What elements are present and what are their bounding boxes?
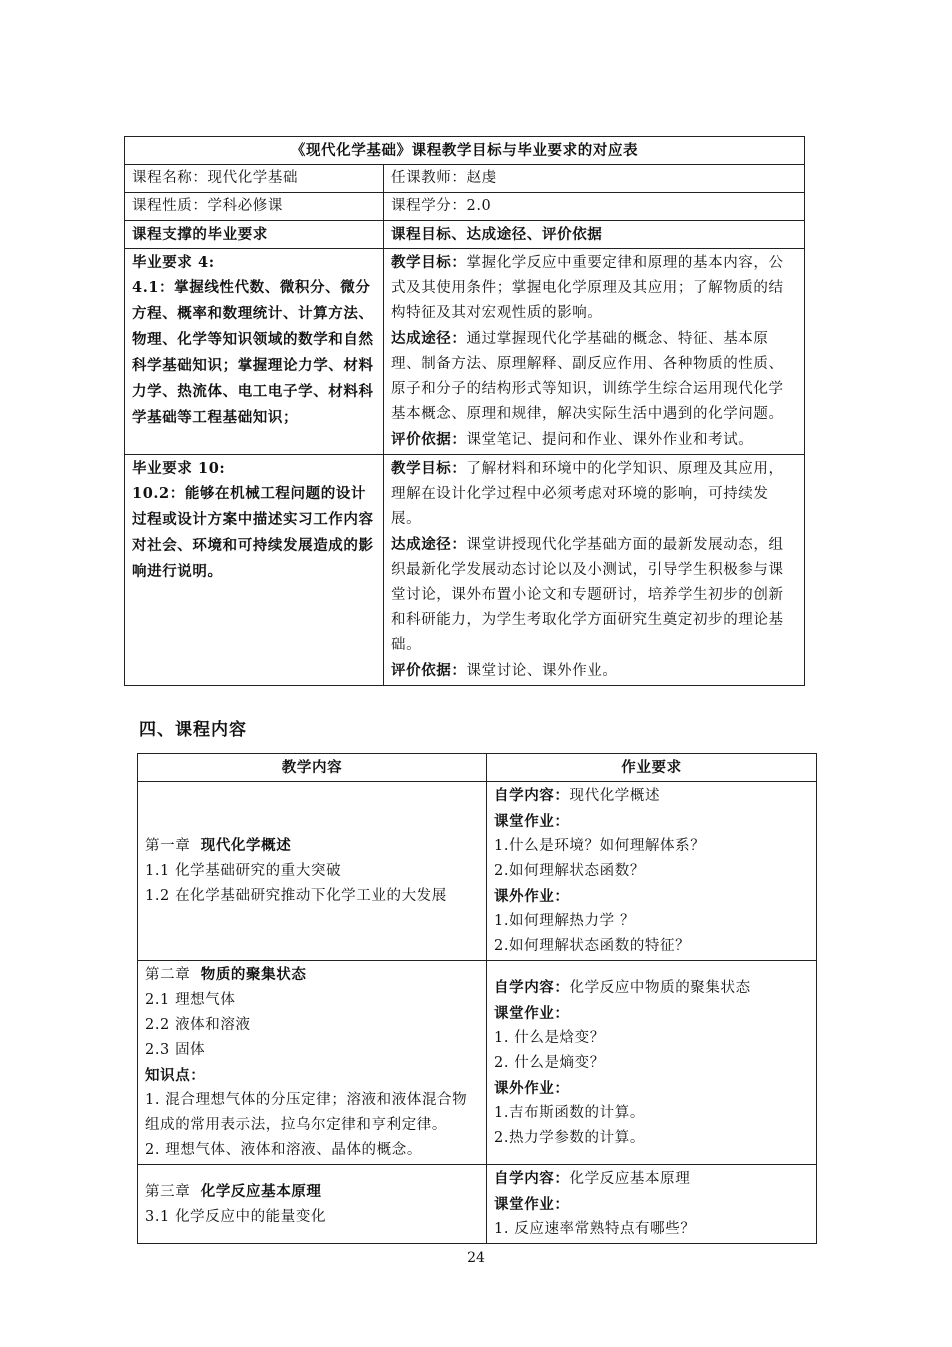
requirement-title: 毕业要求 10:: [132, 460, 226, 477]
chapter-heading: [145, 1179, 479, 1205]
requirement-cell: [125, 249, 384, 455]
col-header-requirements: 课程支撑的毕业要求: [125, 221, 384, 249]
objective-cell: [384, 455, 805, 686]
chapter-content-cell: [138, 961, 487, 1165]
requirement-body: 10.2：能够在机械工程问题的设计过程或设计方案中描述实习工作内容对社会、环境和可持续发展造成的影响进行说明。: [132, 485, 374, 580]
path-label: 达成途径：: [391, 330, 467, 347]
credits: 课程学分：2.0: [384, 193, 805, 221]
list-item: 2.3 固体: [145, 1042, 206, 1058]
col-header-homework: 作业要求: [487, 754, 817, 782]
list-item: 2.如何理解状态函数的特征？: [494, 938, 691, 954]
list-item: 1.什么是环境？如何理解体系？: [494, 838, 706, 854]
course-name: 课程名称：现代化学基础: [125, 165, 384, 193]
list-item: 2.如何理解状态函数？: [494, 863, 645, 879]
homework-cell: [487, 782, 817, 961]
self-study-label: 自学内容：: [494, 1170, 570, 1187]
self-study-text: 现代化学概述: [569, 788, 661, 804]
objectives-table: [124, 136, 805, 686]
table-row: [125, 455, 805, 686]
chapter-name: 化学反应基本原理: [200, 1182, 322, 1200]
chapter-heading: [145, 833, 479, 859]
eval-text: 课堂讨论、课外作业。: [466, 663, 618, 679]
list-item: 1. 反应速率常熟特点有哪些？: [494, 1221, 696, 1237]
table-row: [125, 249, 805, 455]
class-work-label: 课堂作业：: [494, 813, 570, 830]
self-study-text: 化学反应中物质的聚集状态: [569, 979, 751, 996]
objective-cell: [384, 249, 805, 455]
list-item: 2. 什么是熵变？: [494, 1054, 605, 1071]
list-item: 1.如何理解热力学 ？: [494, 913, 636, 929]
eval-text: 课堂笔记、提问和作业、课外作业和考试。: [466, 432, 754, 448]
self-study-label: 自学内容：: [494, 978, 570, 996]
chapter-content-cell: [138, 782, 487, 961]
path-text: 课堂讲授现代化学基础方面的最新发展动态，组织最新化学发展动态讨论以及小测试，引导学生积极参与课堂讨论，课外布置小论文和专题研讨，培养学生初步的创新和科研能力，为学生考取化学方面研究生奠定初步的理论基础。: [391, 537, 784, 653]
requirement-cell: [125, 455, 384, 686]
col-header-objectives: 课程目标、达成途径、评价依据: [384, 221, 805, 249]
list-item: 2.1 理想气体: [145, 992, 236, 1008]
goal-label: 教学目标：: [391, 254, 467, 271]
homework-cell: [487, 961, 817, 1165]
goal-label: 教学目标：: [391, 460, 467, 477]
list-item: 1.2 在化学基础研究推动下化学工业的大发展: [145, 888, 447, 904]
list-item: 2.热力学参数的计算。: [494, 1129, 645, 1146]
class-work-label: 课堂作业：: [494, 1196, 570, 1213]
chapter-content-cell: [138, 1165, 487, 1244]
chapter-prefix: 第一章: [145, 838, 191, 854]
teacher: 任课教师：赵虔: [384, 165, 805, 193]
list-item: 3.1 化学反应中的能量变化: [145, 1208, 327, 1225]
table-row: [138, 961, 817, 1165]
path-text: 通过掌握现代化学基础的概念、特征、基本原理、制备方法、原理解释、副反应作用、各种物质的性质、原子和分子的结构形式等知识，训练学生综合运用现代化学基本概念、原理和规律，解决实际生活中遇到的化学问题。: [391, 331, 784, 422]
goal-text: 了解材料和环境中的化学知识、原理及其应用，理解在设计化学过程中必须考虑对环境的影响，可持续发展。: [391, 461, 784, 527]
col-header-content: 教学内容: [138, 754, 487, 782]
list-item: 2. 理想气体、液体和溶液、晶体的概念。: [145, 1142, 422, 1158]
self-study-text: 化学反应基本原理: [569, 1171, 691, 1187]
section-title: 四、课程内容: [139, 720, 247, 740]
chapter-heading: [145, 962, 479, 988]
list-item: 1.吉布斯函数的计算。: [494, 1104, 645, 1121]
eval-label: 评价依据：: [391, 662, 467, 679]
homework-cell: [487, 1165, 817, 1244]
home-work-label: 课外作业：: [494, 888, 570, 905]
content-table: [137, 753, 817, 1244]
chapter-name: 现代化学概述: [200, 837, 292, 854]
chapter-name: 物质的聚集状态: [200, 966, 307, 983]
page-number: 24: [467, 1250, 485, 1266]
path-label: 达成途径：: [391, 536, 467, 553]
knowledge-points-label: 知识点：: [145, 1067, 206, 1084]
requirement-body: 4.1：掌握线性代数、微积分、微分方程、概率和数理统计、计算方法、物理、化学等知识领域的数学和自然科学基础知识；掌握理论力学、材料力学、热流体、电工电子学、材料科学基础等工程基础知识；: [132, 279, 374, 426]
self-study-label: 自学内容：: [494, 787, 570, 804]
list-item: 2.2 液体和溶液: [145, 1017, 251, 1033]
eval-label: 评价依据：: [391, 431, 467, 448]
table-row: [138, 1165, 817, 1244]
chapter-prefix: 第二章: [145, 967, 191, 983]
list-item: 1. 什么是焓变？: [494, 1029, 605, 1046]
list-item: 1. 混合理想气体的分压定律；溶液和液体混合物组成的常用表示法，拉乌尔定律和亨利定律。: [145, 1092, 468, 1133]
home-work-label: 课外作业：: [494, 1079, 570, 1097]
class-work-label: 课堂作业：: [494, 1004, 570, 1022]
requirement-title: 毕业要求 4:: [132, 254, 215, 271]
chapter-prefix: 第三章: [145, 1183, 191, 1200]
goal-text: 掌握化学反应中重要定律和原理的基本内容，公式及其使用条件；掌握电化学原理及其应用；了解物质的结构特征及其对宏观性质的影响。: [391, 255, 784, 321]
list-item: 1.1 化学基础研究的重大突破: [145, 863, 342, 879]
course-type: 课程性质：学科必修课: [125, 193, 384, 221]
table-row: [138, 782, 817, 961]
table-title: 《现代化学基础》课程教学目标与毕业要求的对应表: [125, 137, 805, 165]
